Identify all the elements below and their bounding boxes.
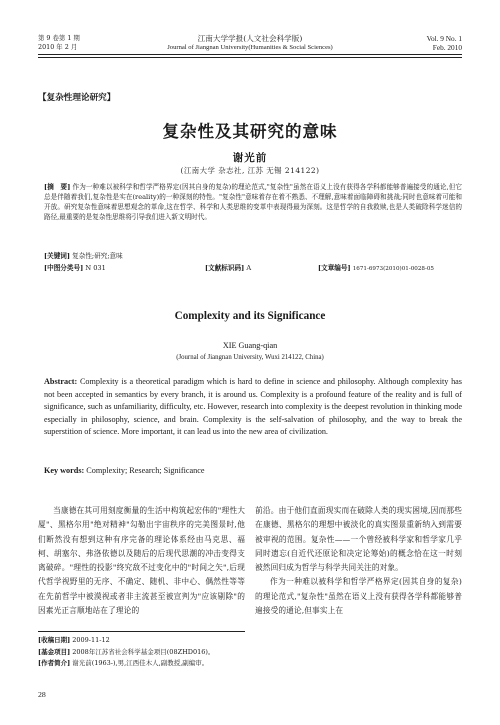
keywords-en-label: Key words:	[44, 466, 85, 475]
keywords-cn-text: 复杂性;研究;意味	[72, 252, 123, 260]
fund-value: 2008年江苏省社会科学基金项目(08ZHD016)。	[72, 647, 215, 656]
document-code-value: A	[246, 264, 252, 272]
footnote-author	[38, 658, 248, 670]
header-rule	[38, 54, 462, 55]
author-bio-label: [作者简介]	[38, 659, 71, 667]
abstract-en-label: Abstract:	[44, 377, 78, 386]
document-code-label: [文献标识码]	[205, 264, 245, 272]
footnote-fund	[38, 647, 248, 659]
section-label: 【复杂性理论研究】	[38, 93, 116, 103]
body-right-paragraph-1: 前沿。由于他们直面现实而在破除人类的现实困境,因而那些在康德、黑格尔的理想中被淡化的真实图景重新纳入到需要被审视的范围。复杂性——一个曾经被科学家和哲学家几乎同时遗忘(自近代还原论和决定论筹始)的概念恰在这一时刻被然回归成为哲学与科学共同关注的对象。	[255, 506, 462, 573]
page-number: 28	[38, 690, 46, 699]
journal-name	[120, 34, 380, 52]
body-right-paragraph-2: 作为一种难以被科学和哲学严格界定(因其自身的复杂)的理论范式,"复杂性"虽然在语义上没有获得各学科都能够普遍接受的通论,但事实上在	[255, 577, 462, 616]
author-en: XIE Guang-qian	[222, 341, 278, 350]
issue-date-cn: 2010 年 2 月	[38, 43, 78, 51]
clc-code	[44, 264, 184, 274]
body-column-right	[255, 504, 462, 618]
keywords-cn-label: [关键词]	[44, 252, 71, 260]
journal-name-en: Journal of Jiangnan University(Humanities & Social Sciences)	[167, 44, 333, 51]
keywords-cn	[44, 252, 462, 262]
clc-value: N 031	[85, 264, 106, 272]
abstract-cn-label: [摘 要]	[44, 183, 71, 191]
received-value: 2009-11-12	[72, 636, 110, 644]
keywords-en	[44, 466, 462, 475]
issue-date-en: Feb. 2010	[432, 43, 462, 52]
affiliation-en: (Journal of Jiangnan University, Wuxi 214122, China)	[176, 354, 324, 361]
issue-info-en	[380, 34, 462, 52]
issue-volume-en: Vol. 9 No. 1	[426, 34, 462, 43]
footnote-rule	[38, 631, 245, 632]
received-label: [收稿日期]	[38, 636, 71, 644]
abstract-cn	[44, 183, 462, 223]
title-en: Complexity and its Significance	[174, 310, 326, 322]
document-code	[205, 264, 325, 274]
author-bio-value: 谢光前(1963-),男,江西佳木人,副教授,副编审。	[72, 659, 209, 667]
author-cn: 谢光前	[232, 152, 268, 164]
title-cn: 复杂性及其研究的意味	[162, 122, 338, 141]
body-column-left: 当康德在其可用刻度衡量的生活中构筑起宏伟的"理性大厦"、黑格尔用"绝对精神"勾勒出宇宙秩序的完美图景时,他们断然没有想到这种有序完备的理论体系经由马克思、福柯、胡塞尔、弗洛依德以及随后的后现代思潮的冲击变得支离破碎。"理性的投影"终究敌不过变化中的"时间之矢",后现代哲学视野里的无序、不确定、随机、非中心、偶然性等等在先前哲学中被漠视或者非主流甚至被宣判为"应该剔除"的因素光正言顺地站在了理论的	[38, 506, 245, 616]
article-number-value: 1671-6973(2010)01-0028-05	[352, 266, 434, 272]
footnote-received	[38, 635, 248, 647]
abstract-en-text: Complexity is a theoretical paradigm which is hard to define in science and philosophy. Although complexity has not been accepted in semantics by every branch, it is around us. Complexity is a profound feature of the reality and is full of significance, such as unfamiliarity, difficulty, etc. However, research into complexity is the deepest revolution in thinking mode especially in philosophy, science, and brain. Complexity is the self-salvation of philosophy, and the way to break the superstition of science. More important, it can lead us into the new area of civilization.	[44, 377, 462, 437]
journal-name-cn: 江南大学学报(人文社会科学版)	[197, 34, 303, 43]
header-rule-thin	[38, 57, 462, 58]
article-number-label: [文章编号]	[318, 264, 351, 272]
article-number	[318, 264, 468, 275]
footnotes	[38, 635, 248, 670]
abstract-cn-text: 作为一种难以被科学和哲学严格界定(因其自身的复杂)的理论范式,"复杂性"虽然在语义上没有获得各学科都能够普遍接受的通论,但它总是伴随着我们,复杂性是实在(reality)的一种深刻的特性。"复杂性"意味着存在着不熟悉、不理解,意味着面临障碍和挑战;同时也意味着可能和开放。研究复杂性意味着思想观念的革命,这在哲学、科学和人类思维的变革中表现得最为深刻。这是哲学的自我救赎,也是人类破除科学迷信的路径,最重要的是复杂性思维将引导我们进入新文明时代。	[44, 183, 462, 221]
issue-volume-cn: 第 9 卷第 1 期	[38, 34, 80, 42]
abstract-en	[44, 376, 462, 439]
affiliation-cn: (江南大学 杂志社, 江苏 无锡 214122)	[180, 166, 320, 175]
keywords-en-text: Complexity; Research; Significance	[86, 466, 205, 475]
clc-label: [中图分类号]	[44, 264, 84, 272]
fund-label: [基金项目]	[38, 647, 71, 656]
